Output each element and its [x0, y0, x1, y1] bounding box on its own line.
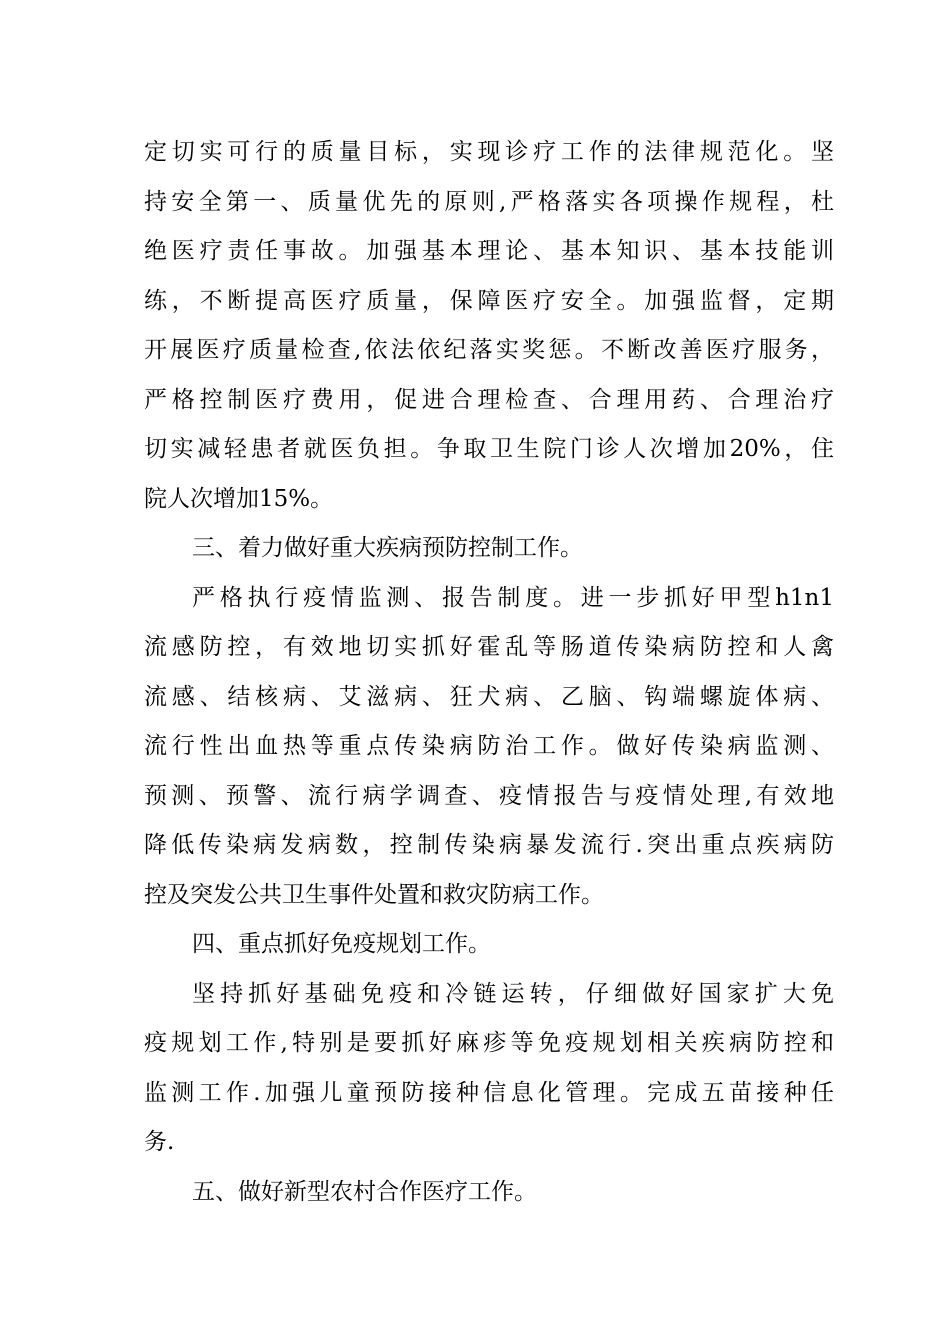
section-heading: 三、着力做好重大疾病预防控制工作。 [192, 535, 583, 561]
text-line: 定切实可行的质量目标，实现诊疗工作的法律规范化。坚 [144, 139, 834, 165]
text-line: 持安全第一、质量优先的原则,严格落实各项操作规程，杜 [144, 188, 834, 215]
text-line: 流感、结核病、艾滋病、狂犬病、乙脑、钩端螺旋体病、 [144, 683, 834, 710]
text-line: 严格执行疫情监测、报告制度。进一步抓好甲型h1n1 [192, 584, 834, 611]
text-line: 练，不断提高医疗质量，保障医疗安全。加强监督，定期 [144, 287, 834, 314]
text-line: 务. [144, 1129, 175, 1155]
text-line: 降低传染病发病数，控制传染病暴发流行.突出重点疾病防 [144, 832, 834, 858]
text-line: 院人次增加15%。 [144, 485, 334, 512]
text-line: 流感防控，有效地切实抓好霍乱等肠道传染病防控和人禽 [144, 634, 834, 660]
text-line: 切实减轻患者就医负担。争取卫生院门诊人次增加20%，住 [144, 436, 834, 462]
text-line: 开展医疗质量检查,依法依纪落实奖惩。不断改善医疗服务， [144, 337, 834, 363]
section-heading: 五、做好新型农村合作医疗工作。 [192, 1178, 537, 1205]
text-line: 疫规划工作,特别是要抓好麻疹等免疫规划相关疾病防控和 [144, 1030, 834, 1056]
text-line: 严格控制医疗费用，促进合理检查、合理用药、合理治疗 [144, 386, 834, 413]
text-line: 预测、预警、流行病学调查、疫情报告与疫情处理,有效地 [144, 782, 834, 809]
text-line: 控及突发公共卫生事件处置和救灾防病工作。 [144, 881, 604, 908]
text-line: 流行性出血热等重点传染病防治工作。做好传染病监测、 [144, 733, 834, 759]
text-line: 绝医疗责任事故。加强基本理论、基本知识、基本技能训 [144, 238, 834, 264]
text-line: 坚持抓好基础免疫和冷链运转，仔细做好国家扩大免 [192, 980, 834, 1007]
document-body [144, 128, 834, 1217]
section-heading: 四、重点抓好免疫规划工作。 [192, 931, 491, 957]
text-line: 监测工作.加强儿童预防接种信息化管理。完成五苗接种任 [144, 1079, 834, 1106]
